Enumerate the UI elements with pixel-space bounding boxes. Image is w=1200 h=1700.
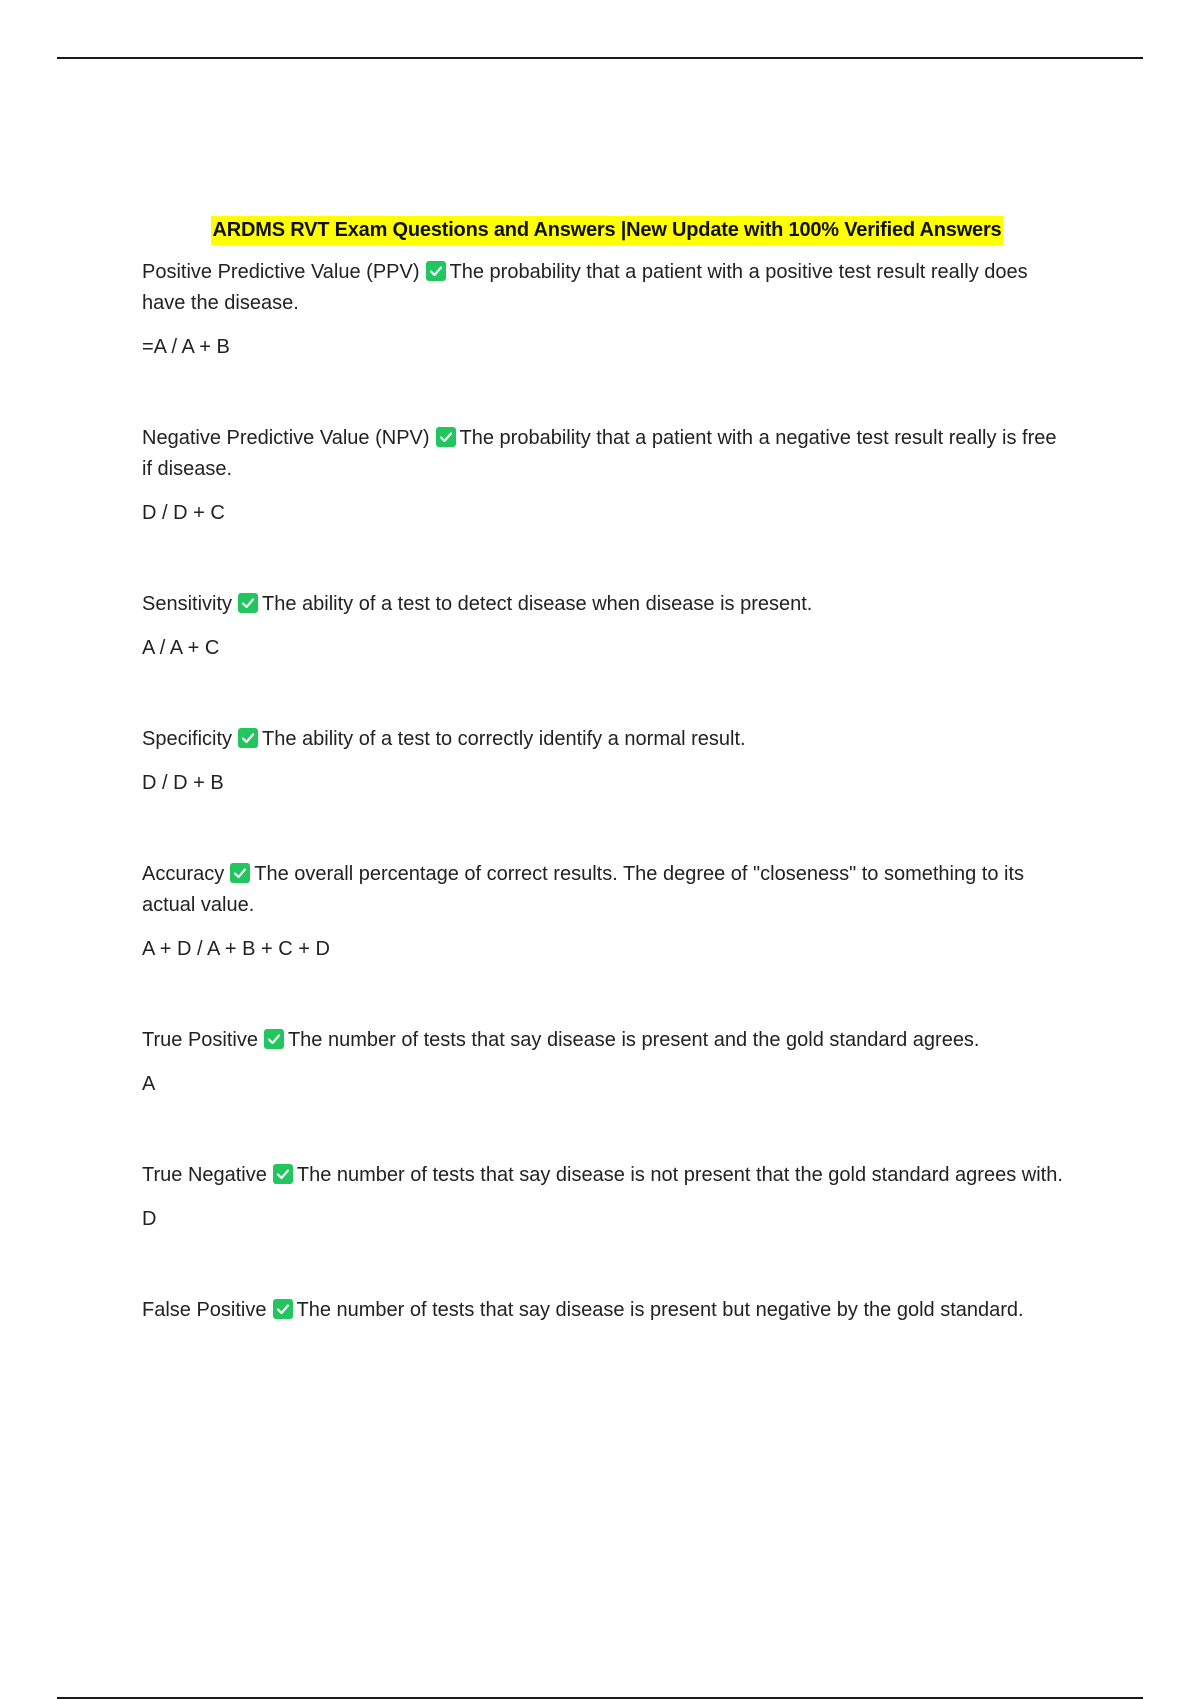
qa-definition: The probability that a patient with a positive test result really does have the disease.	[142, 261, 1028, 314]
qa-question	[142, 1295, 1072, 1326]
qa-definition: The ability of a test to detect disease when disease is present.	[262, 593, 813, 615]
qa-question	[142, 1025, 1072, 1056]
qa-term: Positive Predictive Value (PPV)	[142, 261, 420, 283]
qa-item	[142, 1295, 1072, 1326]
qa-question	[142, 1160, 1072, 1191]
qa-formula: D	[142, 1208, 157, 1230]
qa-term: False Positive	[142, 1299, 267, 1321]
qa-list	[142, 257, 1072, 1326]
qa-definition: The number of tests that say disease is not present that the gold standard agrees with.	[296, 1164, 1063, 1186]
qa-formula: D / D + C	[142, 502, 225, 524]
qa-definition: The probability that a patient with a negative test result really is free if disease.	[142, 427, 1057, 480]
qa-item	[142, 423, 1072, 527]
qa-definition: The number of tests that say disease is present and the gold standard agrees.	[287, 1029, 980, 1051]
qa-formula: A	[142, 1073, 156, 1095]
check-mark-icon	[426, 261, 446, 281]
qa-formula: A / A + C	[142, 637, 220, 659]
qa-formula: D / D + B	[142, 772, 224, 794]
qa-question	[142, 257, 1072, 319]
qa-item	[142, 1160, 1072, 1233]
check-mark-icon	[273, 1164, 293, 1184]
check-mark-icon	[436, 427, 456, 447]
qa-question	[142, 724, 1072, 755]
check-mark-icon	[238, 728, 258, 748]
check-mark-icon	[230, 863, 250, 883]
qa-term: Sensitivity	[142, 593, 233, 615]
qa-formula: A + D / A + B + C + D	[142, 938, 330, 960]
check-mark-icon	[238, 593, 258, 613]
qa-term: Accuracy	[142, 863, 225, 885]
qa-item	[142, 724, 1072, 797]
qa-term: Specificity	[142, 728, 233, 750]
check-mark-icon	[273, 1299, 293, 1319]
check-mark-icon	[264, 1029, 284, 1049]
document-title: ARDMS RVT Exam Questions and Answers |New Update with 100% Verified Answers	[211, 216, 1004, 245]
qa-definition: The overall percentage of correct results. The degree of "closeness" to something to its actual value.	[142, 863, 1025, 916]
title-block	[142, 216, 1072, 245]
qa-item	[142, 859, 1072, 963]
qa-item	[142, 589, 1072, 662]
top-rule	[57, 57, 1143, 59]
qa-question	[142, 589, 1072, 620]
qa-definition: The number of tests that say disease is present but negative by the gold standard.	[296, 1299, 1024, 1321]
qa-question	[142, 859, 1072, 921]
qa-item	[142, 257, 1072, 361]
qa-item	[142, 1025, 1072, 1098]
document-body	[142, 216, 1072, 1326]
qa-formula: =A / A + B	[142, 336, 230, 358]
qa-term: Negative Predictive Value (NPV)	[142, 427, 430, 449]
qa-term: True Negative	[142, 1164, 267, 1186]
qa-question	[142, 423, 1072, 485]
qa-definition: The ability of a test to correctly identify a normal result.	[262, 728, 746, 750]
qa-term: True Positive	[142, 1029, 258, 1051]
bottom-rule	[57, 1697, 1143, 1699]
